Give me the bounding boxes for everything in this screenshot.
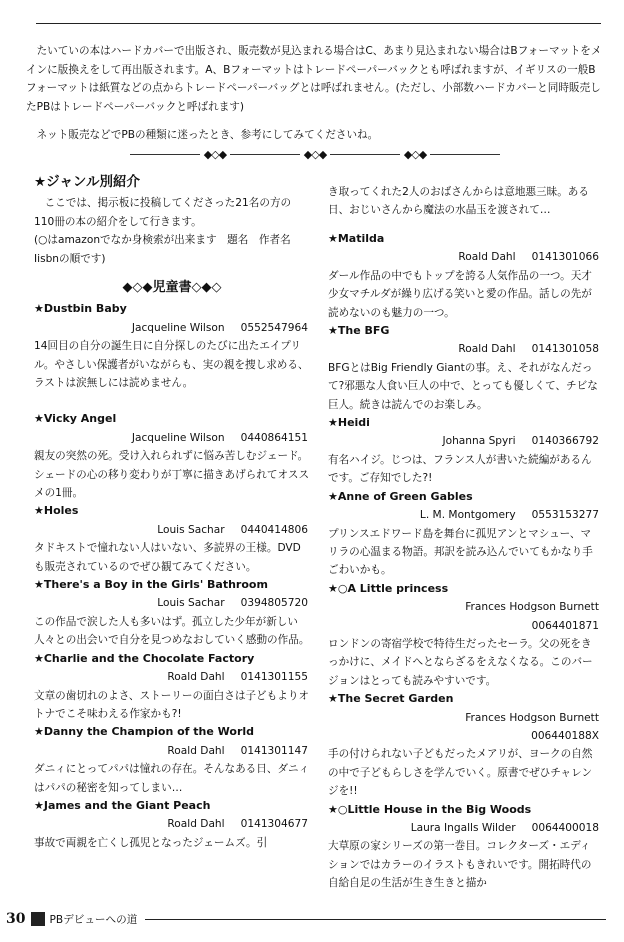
book-description: プリンスエドワード島を舞台に孤児アンとマシュー、マリラの心温まる物語。邦訳を読み込んでいてもかなり手ごわいかも。	[328, 527, 593, 577]
book-author: Frances Hodgson Burnett	[465, 601, 599, 614]
book-description: BFGとはBig Friendly Giantの事。え、それがなんだって?邪悪な人食い巨人の中で、とっても優しくて、チビな巨人。続きは読んでのお楽しみ。	[328, 361, 598, 411]
diamond-ornament: ◆◇◆	[403, 147, 427, 161]
intro-paragraph: たいていの本はハードカバーで出版され、販売数が見込まれる場合はC、あまり見込まれない場合はBフォーマットをメインに版換えをして再出版されます。A、Bフォーマットはトレードペーパーバックとも呼ばれますが、イギリスの一般Bフォーマットは紙質などの点からトレードペーパーバッグとは呼ばれません。(ただし、小部数ハードカバーと同時販売したPBはトレードペーパーバックと呼ばれます)	[26, 45, 602, 113]
book-info	[34, 594, 310, 612]
diamond-ornament: ◆◇◆	[203, 147, 227, 161]
book-author: L. M. Montgomery	[419, 509, 516, 522]
section-title: ★ジャンル別紹介	[34, 174, 140, 190]
book-description: 14回目の自分の誕生日に自分探しのたびに出たエイプリル。やさしい保護者がいながらも、実の親を捜し求める、ラストは涙無しには読めません。	[34, 340, 309, 389]
book-info	[328, 432, 601, 450]
book-description: 文章の歯切れのよさ、ストーリーの面白さは子どもよりオトナでこそ味わえる作家かも?!	[34, 689, 310, 720]
book-list-left	[34, 300, 310, 852]
book-entry	[328, 322, 601, 414]
book-info	[34, 742, 310, 760]
book-author: Frances Hodgson Burnett	[465, 711, 599, 724]
book-isbn: 0440414806	[240, 523, 308, 536]
book-title: ★○A Little princess	[328, 581, 449, 595]
book-info	[328, 340, 601, 358]
book-description: タドキストで憧れない人はいない、多読界の王様。DVDも販売されているのでぜひ観てみてください。	[34, 542, 301, 573]
book-isbn: 0140366792	[531, 435, 599, 448]
divider-line	[130, 154, 200, 155]
book-isbn: 0553153277	[531, 509, 599, 522]
book-author: Roald Dahl	[167, 671, 225, 684]
footer-title: PBデビューへの道	[49, 913, 138, 926]
footer-rule	[145, 919, 606, 920]
book-author: Roald Dahl	[458, 251, 516, 264]
book-entry	[34, 650, 310, 724]
continued-description: き取ってくれた2人のおばさんからは意地悪三昧。ある日、おじいさんから魔法の水晶玉を渡されて…	[328, 185, 589, 216]
book-entry	[34, 410, 310, 502]
book-entry	[34, 723, 310, 797]
book-info	[34, 521, 310, 539]
book-entry	[328, 414, 601, 488]
book-description: ダニィにとってパパは憧れの存在。そんなある日、ダニィはパパの秘密を知ってしまい…	[34, 763, 310, 794]
book-author: Johanna Spyri	[442, 435, 516, 448]
book-author: Roald Dahl	[167, 818, 225, 831]
book-entry	[328, 580, 601, 690]
book-info	[328, 248, 601, 266]
book-title: ★Anne of Green Gables	[328, 489, 473, 503]
book-entry	[328, 230, 601, 322]
book-description: 大草原の家シリーズの第一巻目。コレクターズ・エディションではカラーのイラストもきれいです。開拓時代の自給自足の生活が生き生きと描か	[328, 840, 592, 890]
book-info	[34, 429, 310, 447]
book-list-right	[328, 230, 601, 893]
page-number: 30	[6, 911, 26, 927]
section-intro: ここでは、掲示板に投稿してくださった21名の方の110冊の本の紹介をして行きます。	[34, 197, 292, 228]
book-isbn: 0064400018	[531, 822, 599, 834]
book-author: Roald Dahl	[458, 343, 516, 356]
book-info	[328, 598, 601, 635]
book-title: ★Heidi	[328, 416, 370, 430]
book-entry	[34, 576, 310, 650]
book-isbn: 0141301058	[531, 343, 599, 356]
divider-line	[230, 154, 300, 155]
book-description: ダール作品の中でもトップを誇る人気作品の一つ。天才少女マチルダが繰り広げる笑いと愛の作品。話しの先が読めないのも魅力の一つ。	[328, 269, 592, 319]
top-rule	[36, 23, 601, 24]
book-author: Jacqueline Wilson	[131, 431, 225, 444]
book-description: 手の付けられない子どもだったメアリが、ヨークの自然の中で子どもらしさを学んでいく。原書でぜひチャレンジを!!	[328, 748, 593, 798]
book-description: ロンドンの寄宿学校で特待生だったセーラ。父の死をきっかけに、メイドへとならざるをえなくなる。このバージョンはとっても読みやすいです。	[328, 637, 593, 687]
book-entry	[328, 801, 601, 893]
book-description: 有名ハイジ。じつは、フランス人が書いた続編があるんです。ご存知でした?!	[328, 453, 592, 485]
book-info	[328, 506, 601, 524]
book-title: ★The BFG	[328, 324, 390, 338]
book-author: Jacqueline Wilson	[131, 321, 225, 334]
book-title: ★○Little House in the Big Woods	[328, 802, 532, 816]
book-author: Louis Sachar	[157, 597, 225, 610]
book-isbn: 0141301066	[531, 251, 599, 264]
book-isbn: 0394805720	[240, 597, 308, 610]
book-title: ★Vicky Angel	[34, 412, 117, 426]
intro-block	[26, 42, 606, 145]
book-isbn: 0141301147	[240, 744, 308, 757]
intro-tip: ネット販売などでPBの種類に迷ったとき、参考にしてみてくださいね。	[36, 129, 379, 142]
book-info	[34, 319, 310, 337]
book-isbn: 0440864151	[240, 431, 308, 444]
book-title: ★Matilda	[328, 232, 385, 245]
book-isbn: 006440188X	[531, 729, 599, 742]
book-title: ★Charlie and the Chocolate Factory	[34, 651, 255, 665]
book-author: Roald Dahl	[167, 744, 225, 757]
book-description: 事故で両親を亡くし孤児となったジェームズ。引	[34, 836, 268, 849]
diamond-ornament: ◆◇◆	[303, 147, 327, 161]
book-isbn: 0064401871	[531, 619, 599, 632]
book-author: Laura Ingalls Wilder	[410, 822, 516, 834]
book-entry	[34, 797, 310, 852]
book-title: ★Holes	[34, 504, 79, 518]
book-title: ★Dustbin Baby	[34, 302, 127, 316]
book-info	[34, 668, 310, 686]
book-entry	[34, 300, 310, 392]
book-info	[34, 815, 310, 833]
book-entry	[328, 690, 601, 800]
subsection-title: ◆◇◆児童書◇◆◇	[122, 280, 222, 296]
footer-block-icon	[31, 912, 45, 926]
book-info	[328, 819, 601, 837]
divider-line	[330, 154, 400, 155]
book-entry	[328, 488, 601, 580]
book-isbn: 0552547964	[240, 321, 308, 334]
book-author: Louis Sachar	[157, 523, 225, 536]
book-description: 親友の突然の死。受け入れられずに悩み苦しむジェード。シェードの心の移り変わりが丁寧に描きあげられてオススメの1冊。	[34, 450, 310, 500]
book-entry	[34, 502, 310, 576]
section-note: (○はamazonでなか身検索が出来ます 題名 作者名 Iisbnの順です)	[34, 234, 302, 265]
page-footer	[6, 910, 606, 928]
left-column	[34, 172, 310, 852]
book-title: ★There's a Boy in the Girls' Bathroom	[34, 578, 268, 592]
book-isbn: 0141301155	[240, 671, 308, 684]
book-info	[328, 709, 601, 746]
book-isbn: 0141304677	[240, 818, 308, 831]
ornament-divider	[130, 146, 500, 162]
book-title: ★James and the Giant Peach	[34, 798, 211, 812]
book-title: ★The Secret Garden	[328, 692, 454, 706]
divider-line	[430, 154, 500, 155]
right-column	[328, 172, 601, 893]
book-description: この作品で涙した人も多いはず。孤立した少年が新しい人々との出会いで自分を見つめなおしていく感動の作品。	[34, 615, 310, 647]
book-title: ★Danny the Champion of the World	[34, 725, 255, 739]
